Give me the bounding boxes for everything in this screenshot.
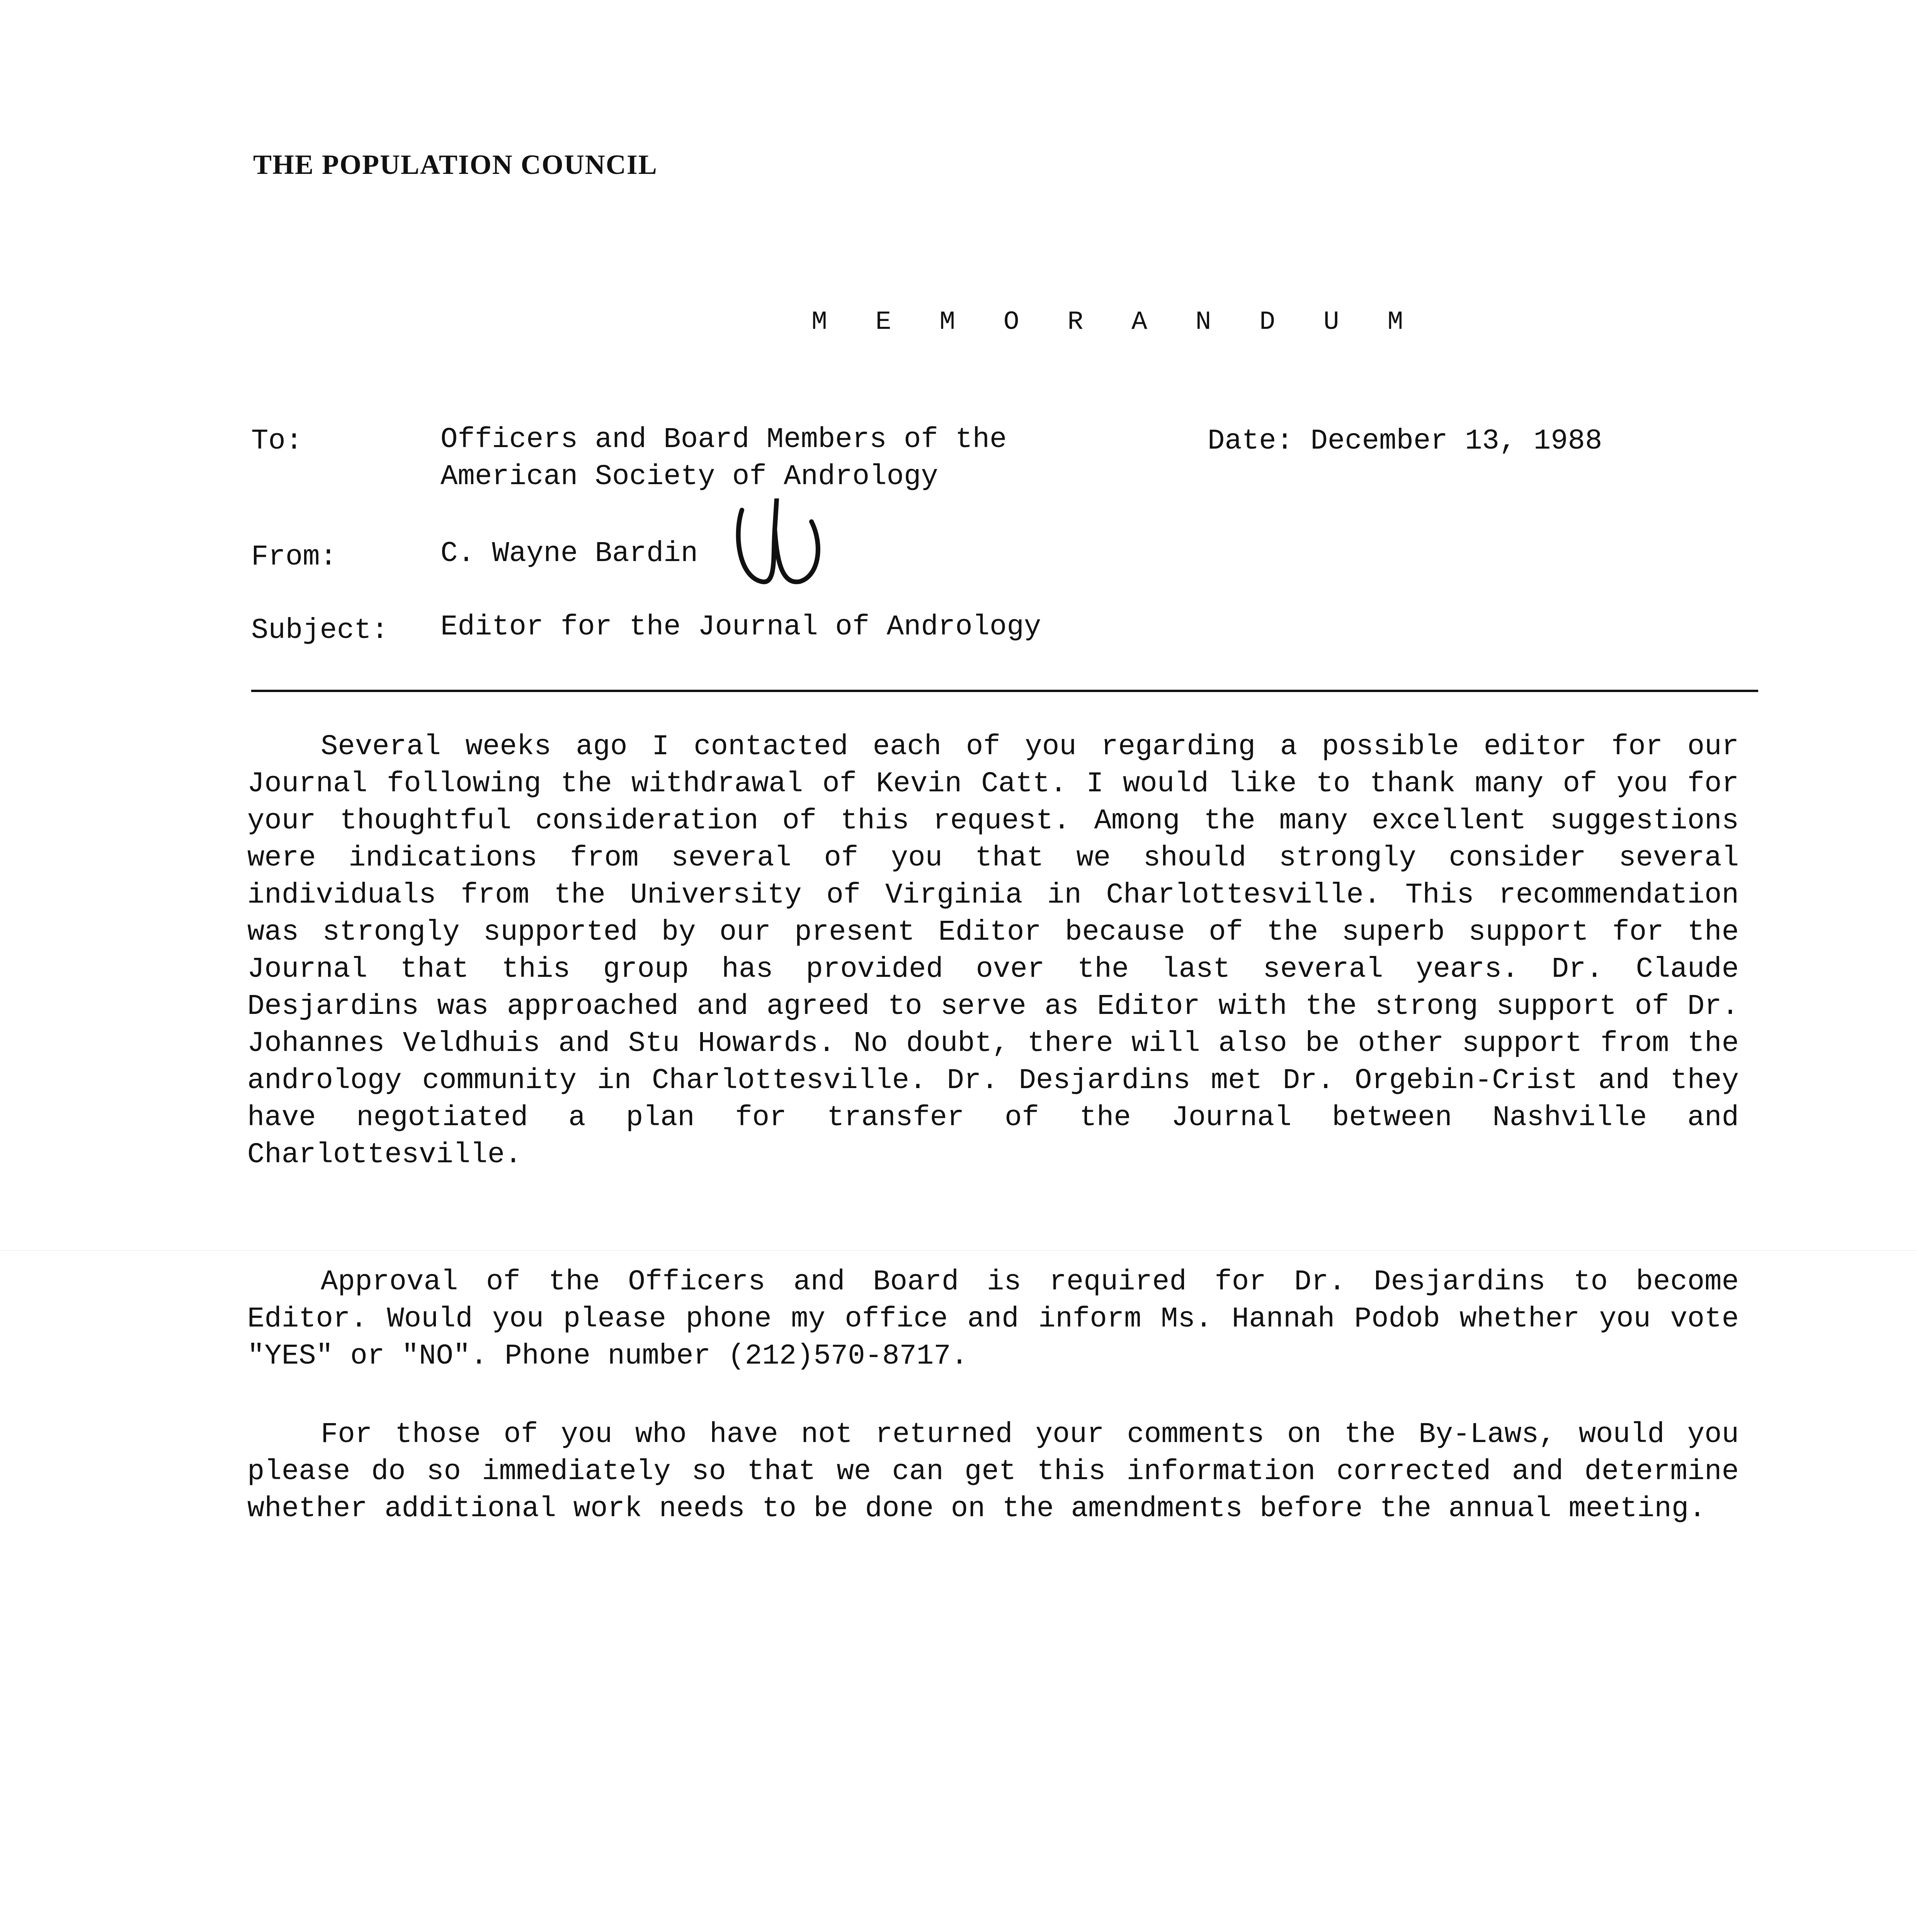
paper-fold: [0, 1250, 1917, 1251]
subject-label: Subject:: [251, 614, 389, 647]
memo-date: Date: December 13, 1988: [1208, 425, 1602, 457]
signature-initial: [734, 498, 835, 587]
to-value: Officers and Board Members of the American Society of Andrology: [441, 423, 1007, 493]
body-paragraph-1: Several weeks ago I contacted each of you regarding a possible editor for our Journal following the withdrawal of Kevin Catt. I would like to thank many of you for your thoughtful consideration of this request. Among the many excellent suggestions were indications from several of you that we should strongly consider several individuals from the University of Virginia in Charlottesville. This recommendation was strongly supported by our present Editor because of the superb support for the Journal that this group has provided over the last several years. Dr. Claude Desjardins was approached and agreed to serve as Editor with the strong support of Dr. Johannes Veldhuis and Stu Howards. No doubt, there will also be other support from the andrology community in Charlottesville. Dr. Desjardins met Dr. Orgebin-Crist and they have negotiated a plan for transfer of the Journal between Nashville and Charlottesville.: [247, 731, 1739, 1171]
body-paragraph-3: For those of you who have not returned your comments on the By-Laws, would you please do so immediately so that we can get this information corrected and determine whether additional work needs to be done on the amendments before the annual meeting.: [247, 1418, 1739, 1525]
to-label: To:: [251, 425, 303, 457]
organization-name: THE POPULATION COUNCIL: [253, 149, 658, 180]
subject-value: Editor for the Journal of Andrology: [441, 611, 1041, 643]
body-paragraph-2: Approval of the Officers and Board is required for Dr. Desjardins to become Editor. Would you please phone my office and inform Ms. Hannah Podob whether you vote "YES" or "NO". Phone number (212)570-8717.: [247, 1266, 1739, 1372]
from-value: C. Wayne Bardin: [441, 537, 698, 570]
from-label: From:: [251, 541, 337, 573]
header-divider: [251, 690, 1758, 692]
memo-title: M E M O R A N D U M: [811, 307, 1420, 337]
